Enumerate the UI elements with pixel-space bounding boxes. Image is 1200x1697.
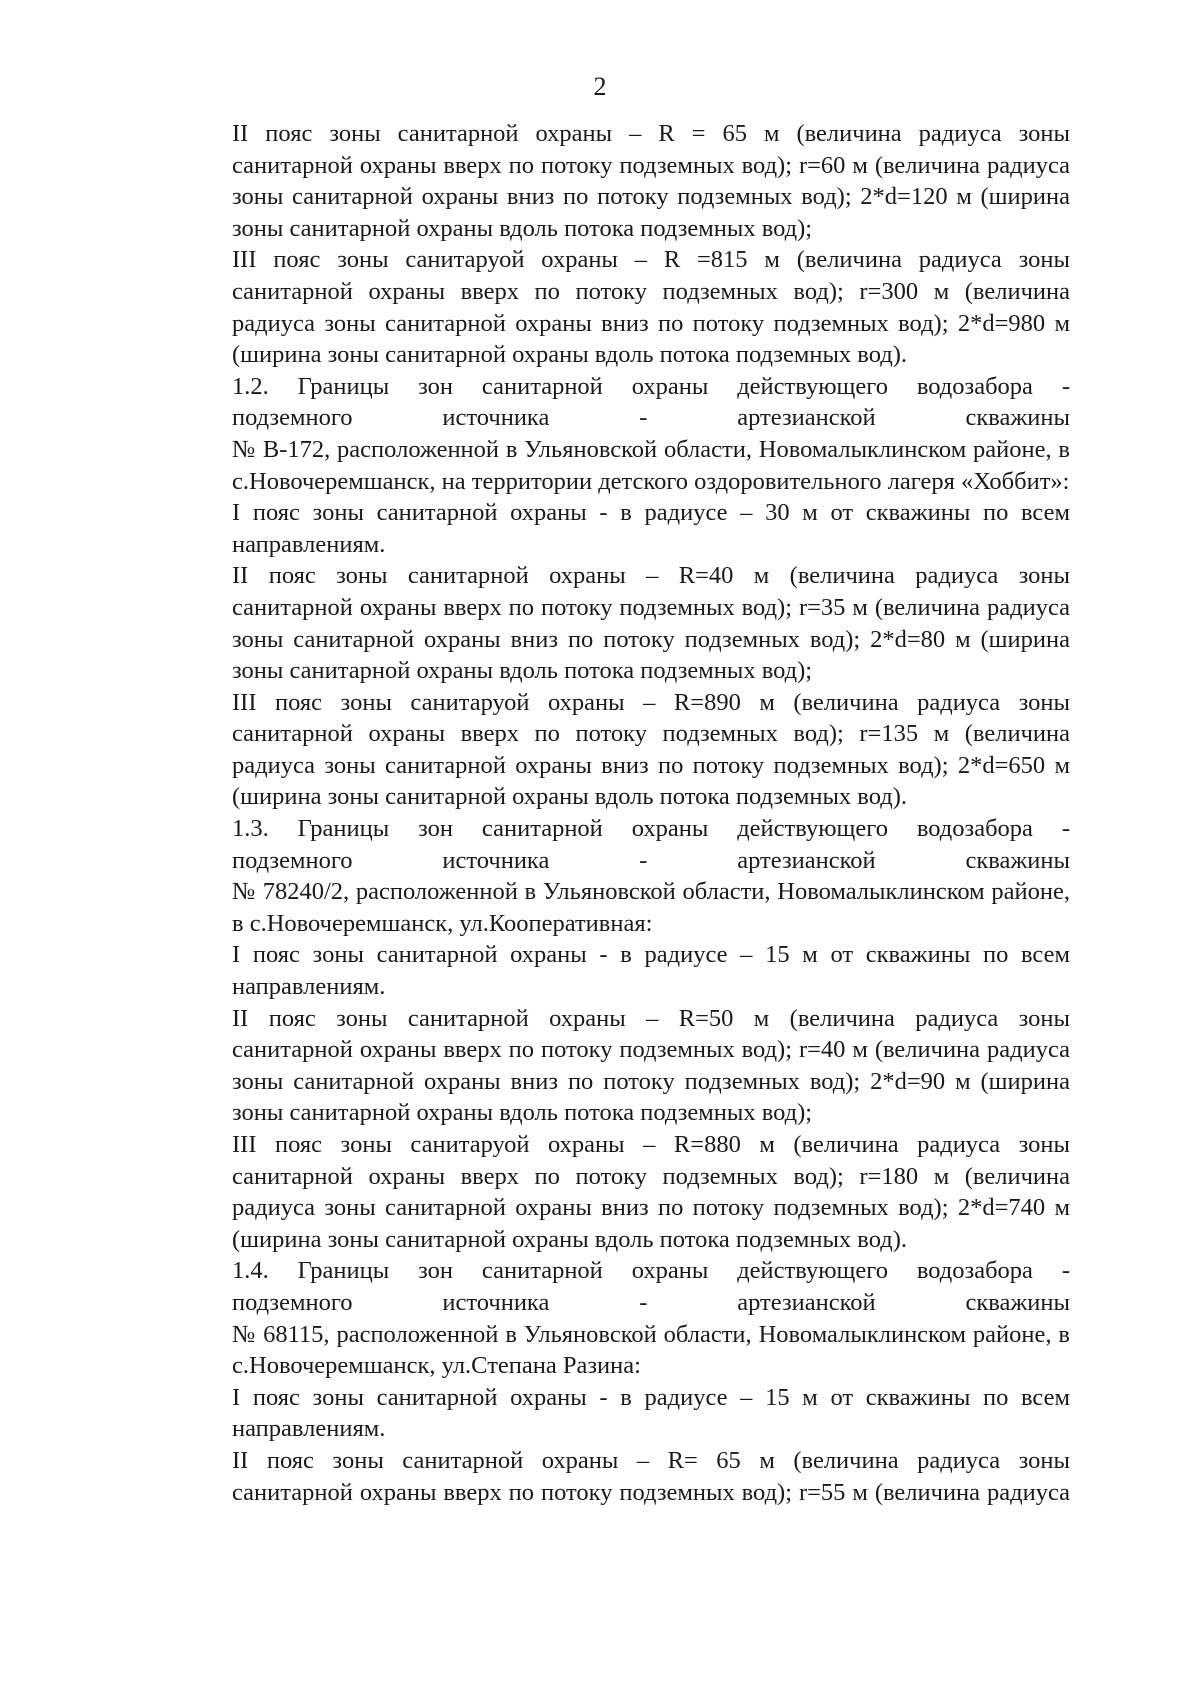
text-line: радиуса зоны санитарной охраны вниз по потоку подземных вод); 2*d=980 м bbox=[232, 309, 1070, 337]
paragraph-zone2-item3 bbox=[170, 1003, 1070, 1129]
paragraph-zone1-item4 bbox=[170, 1382, 1070, 1445]
text-line: с.Новочеремшанск, на территории детского оздоровительного лагеря «Хоббит»: bbox=[232, 467, 1070, 495]
text-line: санитарной охраны вверх по потоку подземных вод); r=35 м (величина радиуса bbox=[232, 593, 1070, 621]
text-line: 1.4. Границы зон санитарной охраны действующего водозабора - bbox=[232, 1257, 1070, 1285]
paragraph-zone3-item1 bbox=[170, 244, 1070, 370]
document-body bbox=[170, 118, 1070, 1508]
text-line: направлениям. bbox=[232, 973, 386, 1001]
text-line: III пояс зоны санитаруой охраны – R=880 м (величина радиуса зоны bbox=[232, 1131, 1070, 1158]
text-line: № 68115, расположенной в Ульяновской области, Новомалыклинском районе, в bbox=[232, 1320, 1070, 1348]
text-line: (ширина зоны санитарной охраны вдоль потока подземных вод). bbox=[232, 1225, 907, 1253]
text-line: санитарной охраны вверх по потоку подземных вод); r=60 м (величина радиуса bbox=[232, 151, 1070, 179]
paragraph-section-1-2 bbox=[170, 371, 1070, 497]
text-line: радиуса зоны санитарной охраны вниз по потоку подземных вод); 2*d=650 м bbox=[232, 751, 1070, 779]
text-line: № В-172, расположенной в Ульяновской области, Новомалыклинском районе, в bbox=[232, 435, 1070, 463]
text-line: санитарной охраны вверх по потоку подземных вод); r=180 м (величина bbox=[232, 1162, 1070, 1190]
text-line: 1.2. Границы зон санитарной охраны действующего водозабора - bbox=[232, 372, 1070, 400]
paragraph-section-1-4 bbox=[170, 1255, 1070, 1381]
text-line: II пояс зоны санитарной охраны – R= 65 м (величина радиуса зоны bbox=[232, 1446, 1070, 1474]
paragraph-zone2-item1 bbox=[170, 118, 1070, 244]
text-line: II пояс зоны санитарной охраны – R = 65 м (величина радиуса зоны bbox=[232, 120, 1070, 147]
text-line: подземного источника - артезианской скважины bbox=[232, 404, 1070, 432]
paragraph-zone1-item2 bbox=[170, 497, 1070, 560]
text-line: зоны санитарной охраны вдоль потока подземных вод); bbox=[232, 214, 813, 242]
text-line: направлениям. bbox=[232, 1415, 386, 1443]
text-line: III пояс зоны санитаруой охраны – R =815 м (величина радиуса зоны bbox=[232, 246, 1070, 274]
text-line: санитарной охраны вверх по потоку подземных вод); r=40 м (величина радиуса bbox=[232, 1036, 1070, 1064]
text-line: зоны санитарной охраны вниз по потоку подземных вод); 2*d=90 м (ширина bbox=[232, 1067, 1070, 1095]
text-line: II пояс зоны санитарной охраны – R=50 м (величина радиуса зоны bbox=[232, 1004, 1070, 1032]
text-line: санитарной охраны вверх по потоку подземных вод); r=55 м (величина радиуса bbox=[232, 1478, 1070, 1506]
text-line: № 78240/2, расположенной в Ульяновской области, Новомалыклинском районе, bbox=[232, 878, 1070, 906]
text-line: I пояс зоны санитарной охраны - в радиусе – 30 м от скважины по всем bbox=[232, 499, 1070, 527]
text-line: подземного источника - артезианской скважины bbox=[232, 1288, 1070, 1316]
text-line: II пояс зоны санитарной охраны – R=40 м (величина радиуса зоны bbox=[232, 562, 1070, 590]
text-line: в с.Новочеремшанск, ул.Кооперативная: bbox=[232, 909, 653, 937]
text-line: I пояс зоны санитарной охраны - в радиусе – 15 м от скважины по всем bbox=[232, 941, 1070, 969]
text-line: зоны санитарной охраны вдоль потока подземных вод); bbox=[232, 657, 813, 685]
page-number: 2 bbox=[593, 72, 607, 101]
paragraph-zone3-item3 bbox=[170, 1129, 1070, 1255]
paragraph-zone3-item2 bbox=[170, 687, 1070, 813]
text-line: санитарной охраны вверх по потоку подземных вод); r=300 м (величина bbox=[232, 277, 1070, 305]
text-line: I пояс зоны санитарной охраны - в радиусе – 15 м от скважины по всем bbox=[232, 1383, 1070, 1411]
text-line: санитарной охраны вверх по потоку подземных вод); r=135 м (величина bbox=[232, 720, 1070, 748]
text-line: с.Новочеремшанск, ул.Степана Разина: bbox=[232, 1352, 641, 1380]
paragraph-zone1-item3 bbox=[170, 939, 1070, 1002]
text-line: (ширина зоны санитарной охраны вдоль потока подземных вод). bbox=[232, 341, 907, 369]
text-line: III пояс зоны санитаруой охраны – R=890 м (величина радиуса зоны bbox=[232, 688, 1070, 716]
paragraph-section-1-3 bbox=[170, 813, 1070, 939]
text-line: подземного источника - артезианской скважины bbox=[232, 846, 1070, 874]
text-line: радиуса зоны санитарной охраны вниз по потоку подземных вод); 2*d=740 м bbox=[232, 1194, 1070, 1222]
paragraph-zone2-item4 bbox=[170, 1445, 1070, 1508]
text-line: зоны санитарной охраны вниз по потоку подземных вод); 2*d=120 м (ширина bbox=[232, 183, 1070, 211]
text-line: зоны санитарной охраны вдоль потока подземных вод); bbox=[232, 1099, 813, 1127]
text-line: зоны санитарной охраны вниз по потоку подземных вод); 2*d=80 м (ширина bbox=[232, 625, 1070, 653]
paragraph-zone2-item2 bbox=[170, 560, 1070, 686]
text-line: направлениям. bbox=[232, 530, 386, 558]
text-line: 1.3. Границы зон санитарной охраны действующего водозабора - bbox=[232, 815, 1070, 843]
text-line: (ширина зоны санитарной охраны вдоль потока подземных вод). bbox=[232, 783, 907, 811]
